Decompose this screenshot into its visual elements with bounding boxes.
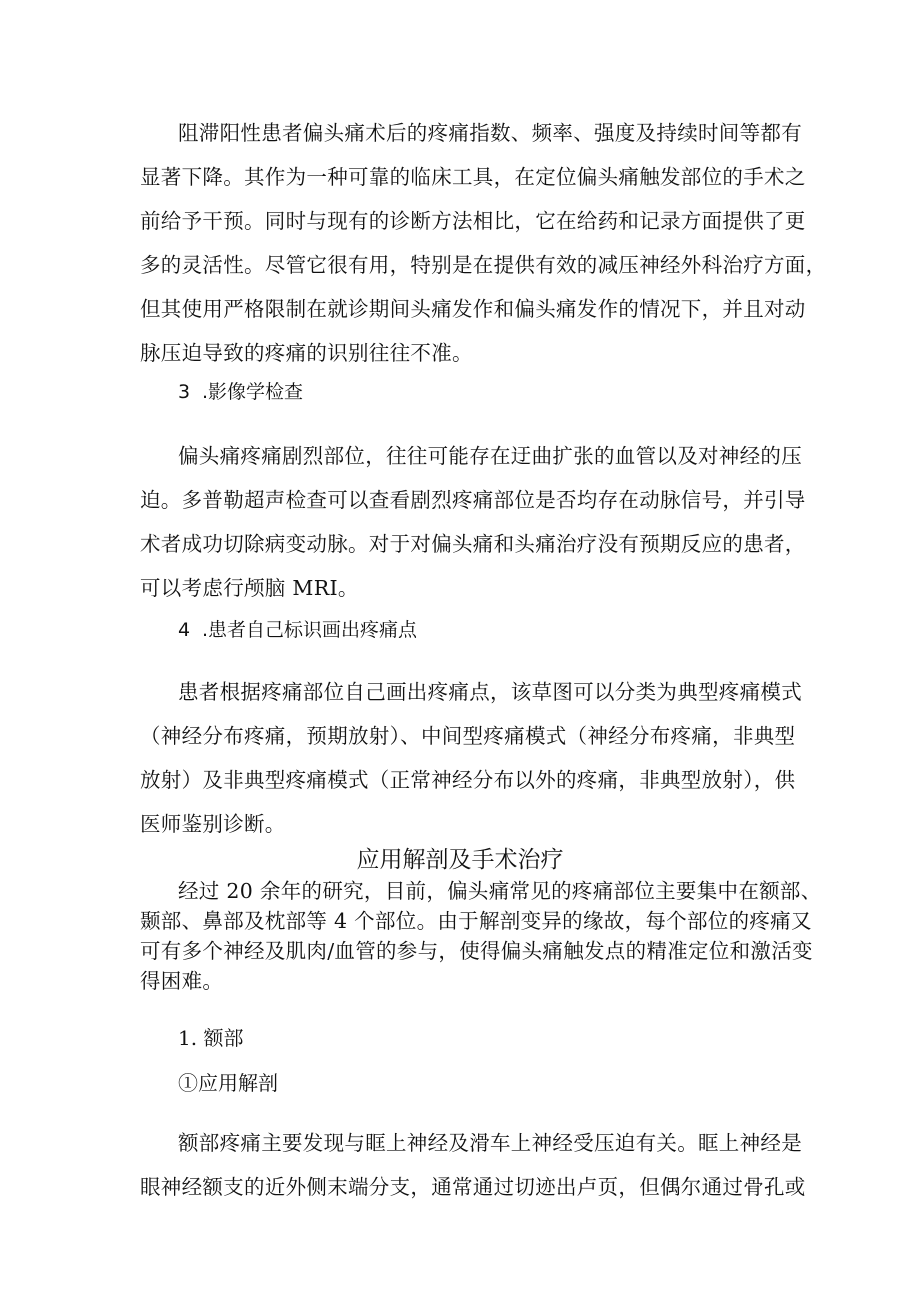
subheading-number: 4 [178, 619, 191, 641]
paragraph-line: 可以考虑行颅脑 MRI。 [140, 576, 359, 600]
subheading-text: .影像学检查 [202, 381, 304, 403]
subheading-forehead: 1. 额部 [178, 1026, 244, 1050]
subheading-number: 3 [178, 381, 191, 403]
paragraph-line: 术者成功切除病变动脉。对于对偏头痛和头痛治疗没有预期反应的患者， [140, 532, 806, 556]
paragraph-line: 经过 20 余年的研究，目前，偏头痛常见的疼痛部位主要集中在额部、 [178, 879, 822, 903]
subheading-text: .患者自己标识画出疼痛点 [202, 619, 418, 641]
paragraph-line: 放射）及非典型疼痛模式（正常神经分布以外的疼痛，非典型放射），供 [140, 768, 796, 792]
paragraph-line: 阻滞阳性患者偏头痛术后的疼痛指数、频率、强度及持续时间等都有 [178, 121, 802, 145]
paragraph-line: 颞部、鼻部及枕部等 4 个部位。由于解剖变异的缘故，每个部位的疼痛又 [140, 909, 812, 933]
paragraph-line: 前给予干预。同时与现有的诊断方法相比，它在给药和记录方面提供了更 [140, 209, 806, 233]
paragraph-line: 但其使用严格限制在就诊期间头痛发作和偏头痛发作的情况下，并且对动 [140, 297, 806, 321]
paragraph-line: 得困难。 [140, 969, 224, 993]
paragraph-line: 眼神经额支的近外侧末端分支，通常通过切迹出卢页，但偶尔通过骨孔或 [140, 1175, 806, 1199]
paragraph-line: 迫。多普勒超声检查可以查看剧烈疼痛部位是否均存在动脉信号，并引导 [140, 488, 806, 512]
paragraph-line: 可有多个神经及肌肉/血管的参与，使得偏头痛触发点的精准定位和激活变 [140, 939, 813, 963]
section-title: 应用解剖及手术治疗 [356, 847, 564, 873]
subheading-applied-anatomy: ①应用解剖 [178, 1071, 278, 1095]
paragraph-line: 额部疼痛主要发现与眶上神经及滑车上神经受压迫有关。眶上神经是 [178, 1131, 802, 1155]
paragraph-line: 多的灵活性。尽管它很有用，特别是在提供有效的减压神经外科治疗方面， [140, 253, 827, 277]
paragraph-line: 脉压迫导致的疼痛的识别往往不准。 [140, 341, 473, 365]
subheading-pain-drawing [178, 616, 417, 644]
paragraph-line: 医师鉴别诊断。 [140, 812, 286, 836]
subheading-imaging [178, 378, 303, 406]
paragraph-line: 偏头痛疼痛剧烈部位，往往可能存在迂曲扩张的血管以及对神经的压 [178, 444, 802, 468]
paragraph-line: 患者根据疼痛部位自己画出疼痛点，该草图可以分类为典型疼痛模式 [178, 680, 802, 704]
paragraph-line: （神经分布疼痛，预期放射）、中间型疼痛模式（神经分布疼痛，非典型 [140, 724, 796, 748]
paragraph-line: 显著下降。其作为一种可靠的临床工具，在定位偏头痛触发部位的手术之 [140, 165, 806, 189]
